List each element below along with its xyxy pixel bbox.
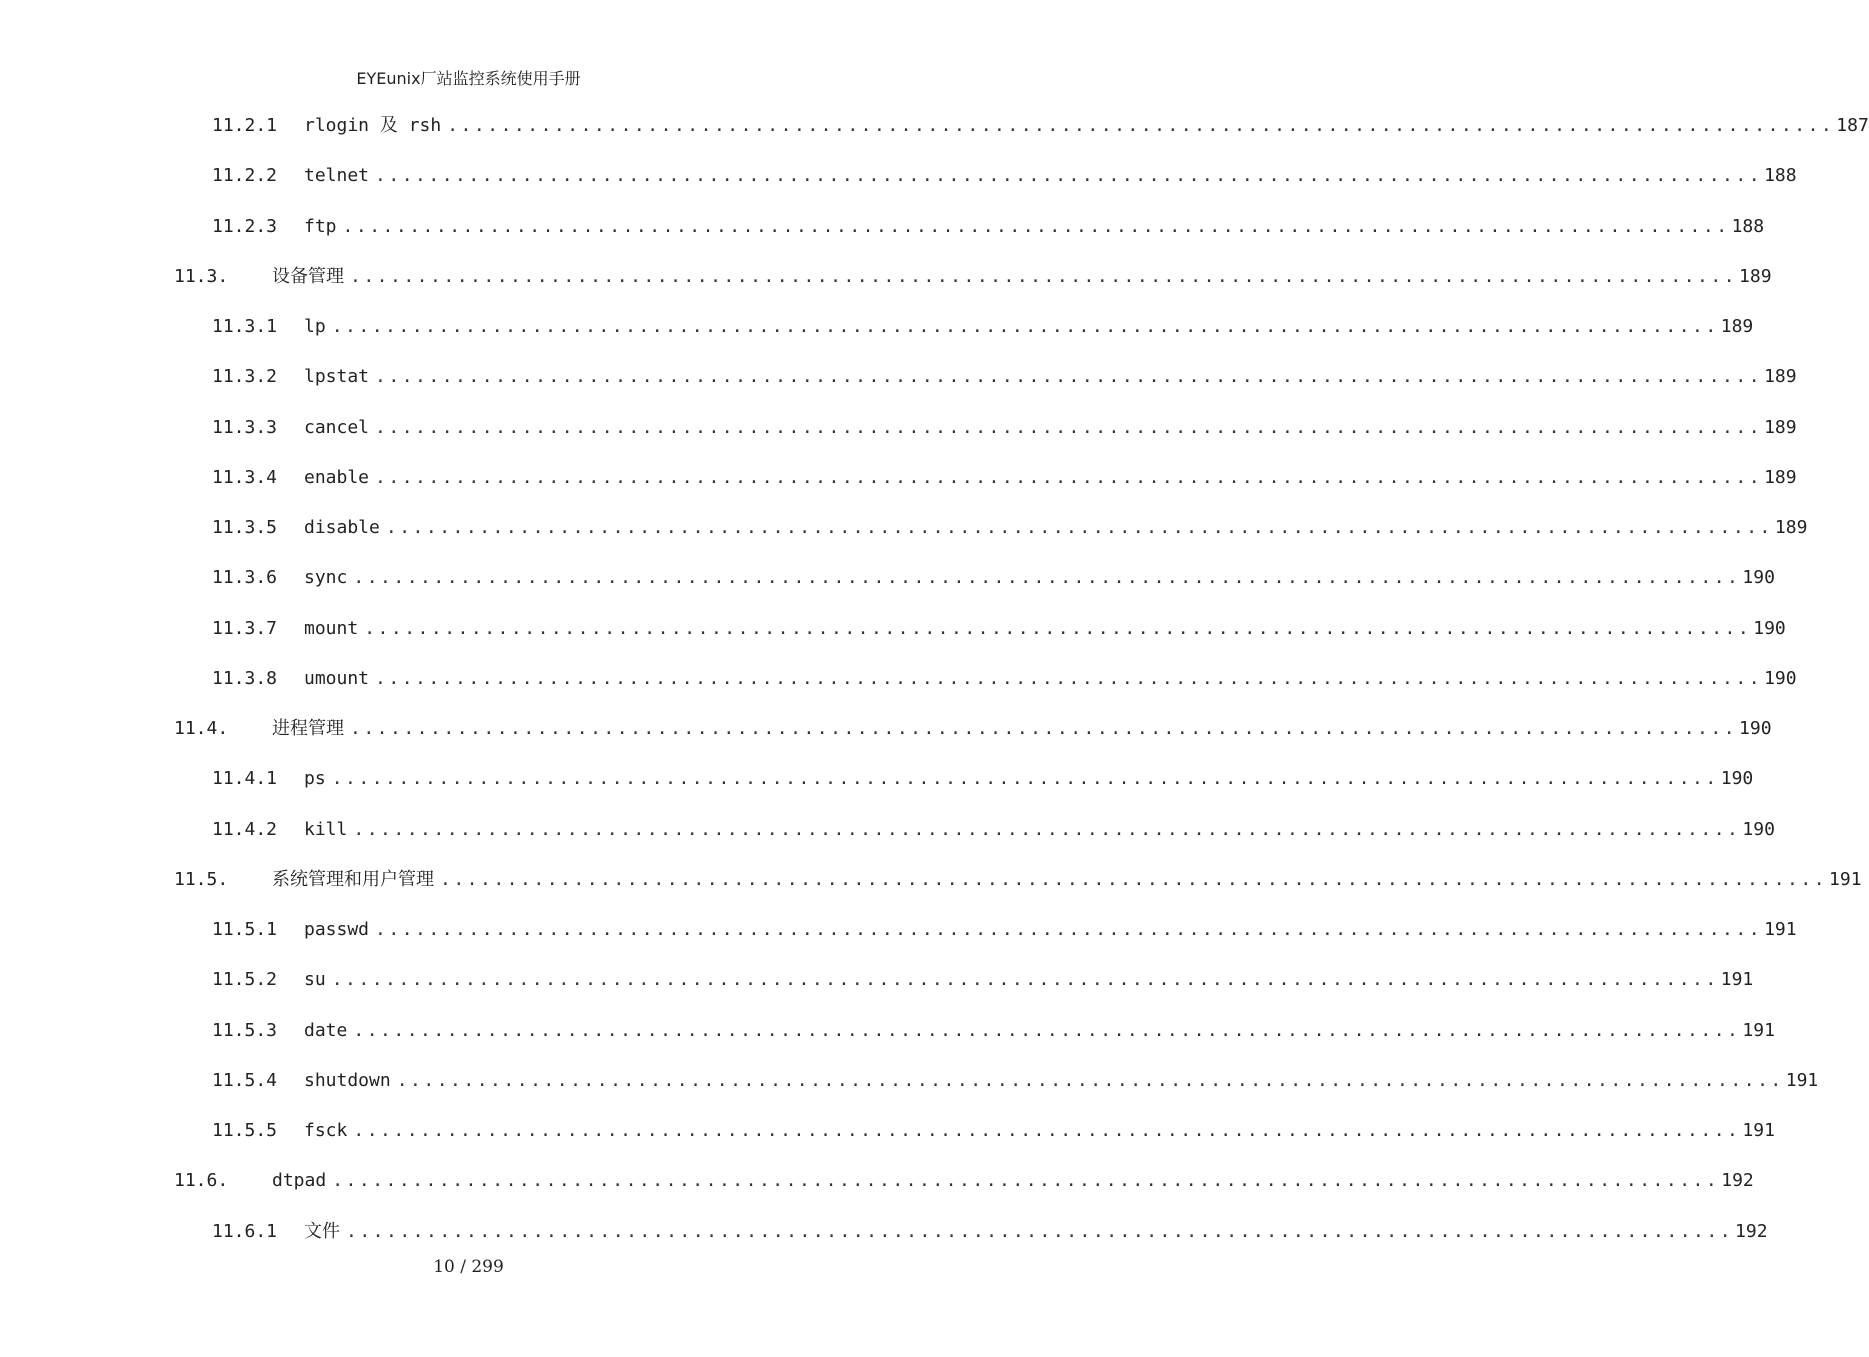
toc-entry-dot-leader: ........................................................................................................ [447,115,1835,136]
toc-entry-title: sync [304,560,353,596]
toc-entry-row [304,359,1797,395]
toc-entry-row [304,611,1786,647]
toc-entry-11-6-1[interactable] [0,1214,1768,1250]
toc-entry-row [304,962,1754,998]
toc-entry-11-3-5[interactable] [0,510,1808,546]
toc-entry-11-3-4[interactable] [0,460,1797,496]
toc-entry-dot-leader: ........................................................................................................ [353,819,1741,840]
toc-entry-title: 进程管理 [272,711,350,747]
toc-entry-dot-leader: ........................................................................................................ [440,869,1828,890]
toc-entry-row [304,410,1797,446]
toc-entry-title: fsck [304,1113,353,1149]
toc-entry-dot-leader: ........................................................................................................ [353,567,1741,588]
toc-entry-page-number: 191 [1742,1020,1775,1041]
toc-entry-row [304,812,1775,848]
toc-entry-page-number: 187 [1836,115,1869,136]
toc-entry-title: rlogin 及 rsh [304,108,447,144]
toc-entry-11-4-1[interactable] [0,761,1754,797]
toc-entry-page-number: 190 [1720,768,1754,789]
toc-entry-title: umount [304,661,375,697]
toc-entry-title: 设备管理 [272,259,350,295]
toc-entry-row [304,158,1797,194]
toc-entry-dot-leader: ........................................................................................................ [350,266,1738,287]
toc-entry-page-number: 191 [1742,1120,1775,1141]
toc-entry-dot-leader: ........................................................................................................ [375,919,1763,940]
toc-entry-11-5-2[interactable] [0,962,1754,998]
toc-entry-number: 11.5.4 [212,1070,278,1091]
toc-entry-title: lpstat [304,359,375,395]
toc-entry-title: lp [304,309,332,345]
toc-entry-11-3-1[interactable] [0,309,1754,345]
toc-entry-row [304,912,1797,948]
toc-entry-number: 11.5. [174,869,229,890]
toc-entry-row [304,309,1754,345]
toc-entry-number: 11.6. [174,1170,229,1191]
toc-entry-title: 文件 [304,1214,346,1250]
toc-entry-title: mount [304,611,364,647]
toc-entry-dot-leader: ........................................................................................................ [342,216,1730,237]
toc-entry-row [304,209,1765,245]
toc-entry-page-number: 192 [1735,1221,1768,1242]
toc-entry-row [304,510,1808,546]
toc-entry-11-5-5[interactable] [0,1113,1775,1149]
toc-entry-dot-leader: ........................................................................................................ [375,668,1763,689]
toc-entry-title: kill [304,812,353,848]
page-header: EYEunix厂站监控系统使用手册 [356,69,581,88]
toc-entry-page-number: 189 [1764,417,1797,438]
toc-entry-11-3-8[interactable] [0,661,1797,697]
page-footer: 10 / 299 [433,1257,504,1277]
toc-entry-number: 11.4.2 [212,819,278,840]
toc-entry-dot-leader: ........................................................................................................ [375,165,1763,186]
toc-entry-title: passwd [304,912,375,948]
toc-entry-number: 11.3.6 [212,567,278,588]
toc-entry-row [304,560,1775,596]
toc-entry-dot-leader: ........................................................................................................ [396,1070,1784,1091]
toc-entry-number: 11.3.5 [212,517,278,538]
toc-entry-number: 11.5.3 [212,1020,278,1041]
toc-entry-11-2-3[interactable] [0,209,1765,245]
toc-entry-11-5-1[interactable] [0,912,1797,948]
toc-entry-title: su [304,962,332,998]
toc-entry-number: 11.6.1 [212,1221,278,1242]
toc-entry-row [304,1013,1775,1049]
toc-entry-11-5-3[interactable] [0,1013,1775,1049]
toc-entry-11-3-3[interactable] [0,410,1797,446]
toc-entry-number: 11.2.2 [212,165,278,186]
toc-entry-title: ps [304,761,332,797]
toc-entry-11-5[interactable] [0,862,1862,898]
toc-entry-row [304,1113,1775,1149]
toc-entry-page-number: 191 [1720,969,1754,990]
toc-entry-title: date [304,1013,353,1049]
toc-entry-11-2-2[interactable] [0,158,1797,194]
toc-entry-11-4-2[interactable] [0,812,1775,848]
toc-entry-11-3-7[interactable] [0,611,1786,647]
toc-entry-11-2-1[interactable] [0,108,1869,144]
toc-entry-page-number: 190 [1742,567,1775,588]
toc-entry-11-6[interactable] [0,1163,1754,1199]
toc-entry-page-number: 189 [1764,366,1797,387]
toc-entry-number: 11.5.2 [212,969,278,990]
toc-entry-number: 11.2.3 [212,216,278,237]
toc-entry-dot-leader: ........................................................................................................ [350,718,1738,739]
toc-entry-page-number: 190 [1739,718,1772,739]
toc-entry-row [304,1214,1768,1250]
toc-entry-title: shutdown [304,1063,397,1099]
toc-entry-page-number: 191 [1785,1070,1819,1091]
toc-entry-11-5-4[interactable] [0,1063,1819,1099]
toc-entry-number: 11.3.8 [212,668,278,689]
toc-entry-row [272,862,1862,898]
toc-entry-page-number: 189 [1774,517,1808,538]
toc-entry-11-3[interactable] [0,259,1772,295]
toc-entry-dot-leader: ........................................................................................................ [332,1170,1720,1191]
toc-entry-11-3-6[interactable] [0,560,1775,596]
toc-entry-page-number: 189 [1764,467,1797,488]
toc-entry-dot-leader: ........................................................................................................ [353,1020,1741,1041]
toc-entry-dot-leader: ........................................................................................................ [375,417,1763,438]
toc-entry-page-number: 190 [1764,668,1797,689]
toc-entry-page-number: 189 [1739,266,1772,287]
toc-entry-number: 11.3.4 [212,467,278,488]
toc-entry-row [304,1063,1819,1099]
toc-entry-dot-leader: ........................................................................................................ [331,969,1719,990]
toc-entry-title: 系统管理和用户管理 [272,862,440,898]
toc-entry-title: ftp [304,209,343,245]
toc-entry-title: disable [304,510,386,546]
toc-entry-dot-leader: ........................................................................................................ [375,467,1763,488]
toc-entry-number: 11.5.1 [212,919,278,940]
toc-entry-dot-leader: ........................................................................................................ [346,1221,1734,1242]
toc-entry-row [304,661,1797,697]
toc-entry-row [304,460,1797,496]
toc-entry-11-3-2[interactable] [0,359,1797,395]
toc-entry-title: dtpad [272,1163,332,1199]
toc-entry-dot-leader: ........................................................................................................ [385,517,1773,538]
toc-entry-number: 11.5.5 [212,1120,278,1141]
toc-entry-dot-leader: ........................................................................................................ [364,618,1752,639]
toc-entry-11-4[interactable] [0,711,1772,747]
toc-entry-number: 11.3. [174,266,229,287]
toc-entry-number: 11.3.1 [212,316,278,337]
toc-entry-title: telnet [304,158,375,194]
toc-entry-number: 11.2.1 [212,115,278,136]
toc-entry-row [272,1163,1754,1199]
toc-entry-row [272,259,1772,295]
toc-entry-number: 11.4.1 [212,768,278,789]
toc-entry-page-number: 190 [1753,618,1786,639]
toc-entry-title: enable [304,460,375,496]
toc-entry-row [304,761,1754,797]
toc-entry-dot-leader: ........................................................................................................ [353,1120,1741,1141]
toc-entry-page-number: 190 [1742,819,1775,840]
toc-entry-dot-leader: ........................................................................................................ [375,366,1763,387]
toc-entry-page-number: 191 [1829,869,1862,890]
toc-entry-page-number: 191 [1764,919,1797,940]
toc-entry-number: 11.3.7 [212,618,278,639]
toc-entry-page-number: 188 [1764,165,1797,186]
toc-entry-number: 11.3.3 [212,417,278,438]
toc-entry-title: cancel [304,410,375,446]
toc-entry-row [272,711,1772,747]
toc-entry-page-number: 192 [1721,1170,1754,1191]
toc-entry-dot-leader: ........................................................................................................ [331,768,1719,789]
toc-entry-number: 11.4. [174,718,229,739]
toc-entry-number: 11.3.2 [212,366,278,387]
toc-entry-row [304,108,1869,144]
toc-entry-page-number: 188 [1731,216,1765,237]
toc-entry-page-number: 189 [1720,316,1754,337]
toc-entry-dot-leader: ........................................................................................................ [331,316,1719,337]
